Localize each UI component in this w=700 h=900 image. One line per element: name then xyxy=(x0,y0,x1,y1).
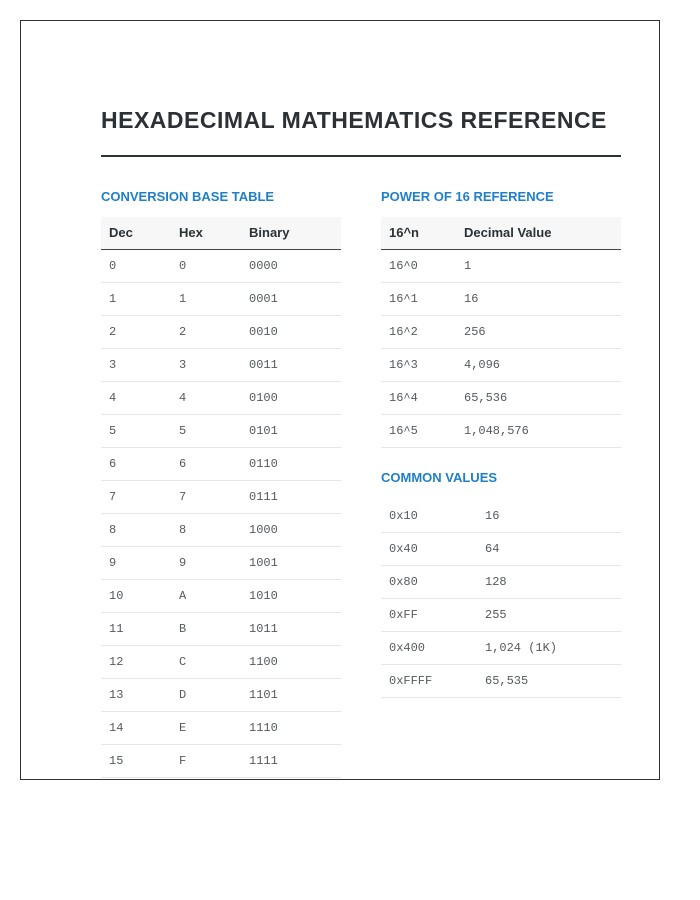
table-row xyxy=(381,381,621,414)
table-row xyxy=(381,315,621,348)
table-cell-hex: 3 xyxy=(171,348,241,381)
table-cell-dec: 2 xyxy=(101,315,171,348)
table-cell-decimal-value: 255 xyxy=(477,599,621,632)
table-cell-power: 16^0 xyxy=(381,249,456,282)
table-cell-hex: B xyxy=(171,612,241,645)
table-row xyxy=(101,513,341,546)
table-cell-binary: 0110 xyxy=(241,447,341,480)
table-cell-hex: 0 xyxy=(171,249,241,282)
table-cell-decimal-value: 1,048,576 xyxy=(456,414,621,447)
table-cell-dec: 7 xyxy=(101,480,171,513)
table-cell-dec: 5 xyxy=(101,414,171,447)
table-cell-dec: 13 xyxy=(101,678,171,711)
table-row xyxy=(381,414,621,447)
table-row xyxy=(101,282,341,315)
table-cell-dec: 6 xyxy=(101,447,171,480)
table-header-row xyxy=(101,217,341,249)
table-cell-decimal-value: 16 xyxy=(477,500,621,533)
table-cell-binary: 0001 xyxy=(241,282,341,315)
table-cell-hex: 8 xyxy=(171,513,241,546)
column-header-hex: Hex xyxy=(171,217,241,249)
table-cell-hex: 6 xyxy=(171,447,241,480)
table-row xyxy=(381,566,621,599)
table-cell-dec: 11 xyxy=(101,612,171,645)
table-cell-binary: 1110 xyxy=(241,711,341,744)
column-header-power: 16^n xyxy=(381,217,456,249)
table-cell-decimal-value: 1,024 (1K) xyxy=(477,632,621,665)
table-cell-power: 16^3 xyxy=(381,348,456,381)
page-title: HEXADECIMAL MATHEMATICS REFERENCE xyxy=(101,101,621,157)
table-cell-binary: 1111 xyxy=(241,744,341,777)
table-row xyxy=(381,665,621,698)
table-cell-power: 16^4 xyxy=(381,381,456,414)
conversion-table-heading: CONVERSION BASE TABLE xyxy=(101,189,275,204)
document-content xyxy=(101,101,621,768)
table-cell-dec: 14 xyxy=(101,711,171,744)
table-cell-hex: D xyxy=(171,678,241,711)
table-cell-hex: 7 xyxy=(171,480,241,513)
column-header-binary: Binary xyxy=(241,217,341,249)
table-cell-decimal-value: 16 xyxy=(456,282,621,315)
table-cell-hex: A xyxy=(171,579,241,612)
table-cell-binary: 1101 xyxy=(241,678,341,711)
table-row xyxy=(381,632,621,665)
table-row xyxy=(101,744,341,777)
table-cell-binary: 0000 xyxy=(241,249,341,282)
table-cell-power: 16^2 xyxy=(381,315,456,348)
table-cell-decimal-value: 128 xyxy=(477,566,621,599)
table-cell-hex: 9 xyxy=(171,546,241,579)
table-cell-dec: 15 xyxy=(101,744,171,777)
table-cell-binary: 0111 xyxy=(241,480,341,513)
table-row xyxy=(101,711,341,744)
table-cell-dec: 1 xyxy=(101,282,171,315)
table-cell-binary: 0011 xyxy=(241,348,341,381)
table-cell-decimal-value: 65,536 xyxy=(456,381,621,414)
table-cell-hex-value: 0x10 xyxy=(381,500,477,533)
table-row xyxy=(101,678,341,711)
table-cell-decimal-value: 4,096 xyxy=(456,348,621,381)
table-cell-binary: 0010 xyxy=(241,315,341,348)
table-cell-dec: 0 xyxy=(101,249,171,282)
power-table xyxy=(381,217,621,448)
table-cell-binary: 1000 xyxy=(241,513,341,546)
table-cell-hex-value: 0xFF xyxy=(381,599,477,632)
table-row xyxy=(101,249,341,282)
table-cell-power: 16^1 xyxy=(381,282,456,315)
table-cell-binary: 1010 xyxy=(241,579,341,612)
table-cell-hex-value: 0x400 xyxy=(381,632,477,665)
power-table-heading: POWER OF 16 REFERENCE xyxy=(381,189,554,204)
table-cell-dec: 3 xyxy=(101,348,171,381)
table-row xyxy=(101,546,341,579)
table-row xyxy=(101,480,341,513)
table-cell-hex: C xyxy=(171,645,241,678)
table-row xyxy=(381,533,621,566)
table-cell-hex: 1 xyxy=(171,282,241,315)
table-cell-dec: 8 xyxy=(101,513,171,546)
table-row xyxy=(381,348,621,381)
table-cell-dec: 10 xyxy=(101,579,171,612)
table-cell-hex: 5 xyxy=(171,414,241,447)
table-cell-binary: 1100 xyxy=(241,645,341,678)
table-cell-decimal-value: 64 xyxy=(477,533,621,566)
table-cell-dec: 12 xyxy=(101,645,171,678)
table-cell-dec: 4 xyxy=(101,381,171,414)
common-values-heading: COMMON VALUES xyxy=(381,469,498,485)
table-cell-hex-value: 0xFFFF xyxy=(381,665,477,698)
conversion-table xyxy=(101,217,341,778)
table-row xyxy=(101,315,341,348)
table-cell-decimal-value: 1 xyxy=(456,249,621,282)
table-cell-binary: 0101 xyxy=(241,414,341,447)
table-row xyxy=(101,579,341,612)
table-cell-hex-value: 0x40 xyxy=(381,533,477,566)
table-row xyxy=(101,414,341,447)
table-cell-dec: 9 xyxy=(101,546,171,579)
table-row xyxy=(101,348,341,381)
table-cell-hex: 4 xyxy=(171,381,241,414)
table-row xyxy=(101,381,341,414)
column-header-dec: Dec xyxy=(101,217,171,249)
left-column xyxy=(101,189,341,778)
table-row xyxy=(101,645,341,678)
common-values-table xyxy=(381,500,621,699)
table-cell-power: 16^5 xyxy=(381,414,456,447)
table-cell-hex: 2 xyxy=(171,315,241,348)
table-header-row xyxy=(381,217,621,249)
table-cell-decimal-value: 256 xyxy=(456,315,621,348)
table-cell-hex: F xyxy=(171,744,241,777)
table-row xyxy=(381,599,621,632)
table-row xyxy=(101,447,341,480)
table-row xyxy=(381,282,621,315)
table-row xyxy=(101,612,341,645)
document-page xyxy=(20,20,660,780)
table-cell-binary: 1001 xyxy=(241,546,341,579)
table-cell-hex-value: 0x80 xyxy=(381,566,477,599)
table-cell-binary: 1011 xyxy=(241,612,341,645)
table-row xyxy=(381,249,621,282)
table-row xyxy=(381,500,621,533)
table-cell-decimal-value: 65,535 xyxy=(477,665,621,698)
table-cell-hex: E xyxy=(171,711,241,744)
table-cell-binary: 0100 xyxy=(241,381,341,414)
right-column xyxy=(381,189,621,698)
column-header-decimal-value: Decimal Value xyxy=(456,217,621,249)
